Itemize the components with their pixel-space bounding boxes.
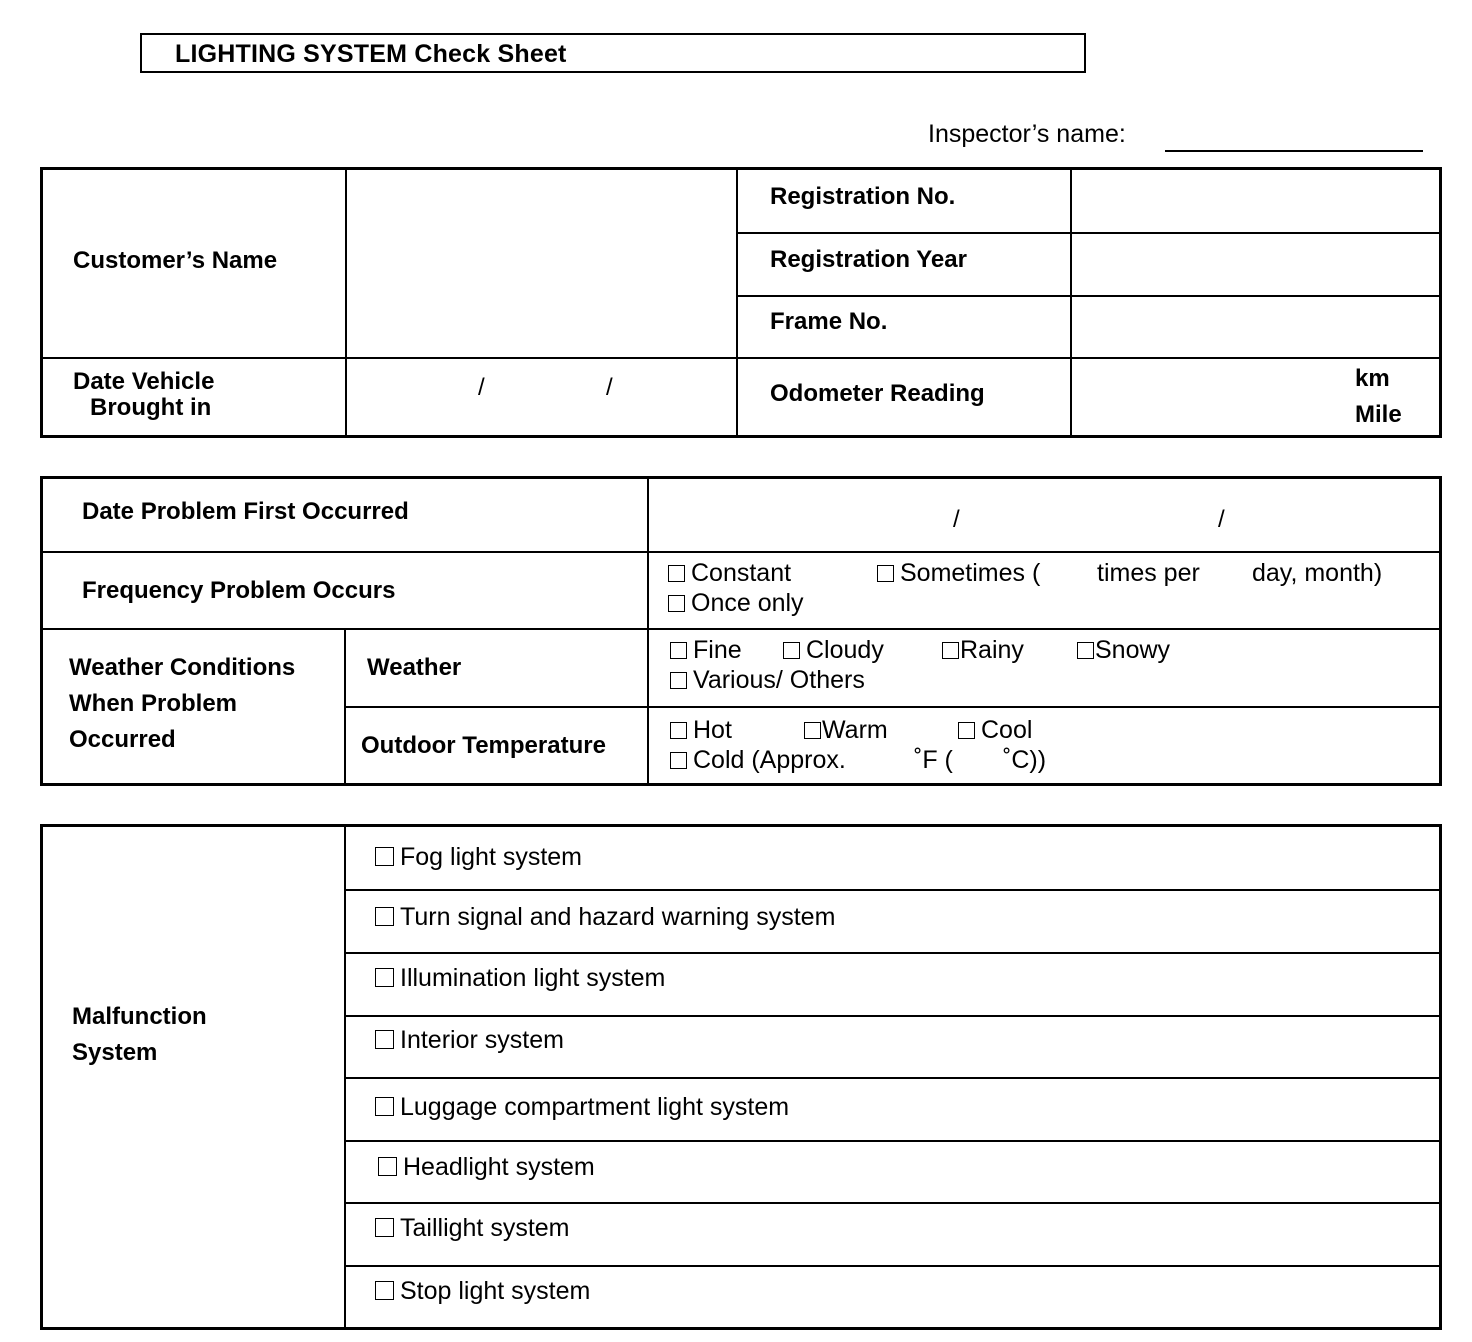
- conditions-label-line3: Occurred: [69, 726, 176, 753]
- system-label: Stop light system: [400, 1277, 591, 1305]
- checkbox-icon[interactable]: [378, 1157, 397, 1176]
- option-label: Fine: [693, 636, 742, 664]
- divider: [345, 1140, 1440, 1142]
- title-box: [140, 33, 1086, 73]
- registration-no-label: Registration No.: [770, 183, 956, 210]
- option-sometimes[interactable]: [877, 560, 1040, 588]
- checkbox-icon[interactable]: [942, 642, 959, 659]
- system-turn-signal[interactable]: [375, 904, 835, 932]
- checkbox-icon[interactable]: [375, 847, 394, 866]
- divider: [42, 551, 1440, 553]
- unit-km: km: [1355, 365, 1390, 392]
- option-cool[interactable]: [958, 717, 1032, 745]
- date-brought-in-label-line2: Brought in: [90, 394, 212, 421]
- system-label: Fog light system: [400, 843, 583, 871]
- system-label: Interior system: [400, 1026, 564, 1054]
- option-label: Hot: [693, 716, 732, 744]
- divider: [345, 706, 1440, 708]
- system-headlight[interactable]: [378, 1154, 595, 1182]
- option-hot[interactable]: [670, 717, 732, 745]
- inspector-name-label: Inspector’s name:: [928, 120, 1126, 148]
- checkbox-icon[interactable]: [668, 565, 685, 582]
- option-snowy[interactable]: [1077, 637, 1170, 665]
- checkbox-icon[interactable]: [670, 752, 687, 769]
- times-per-label: times per: [1097, 559, 1200, 587]
- divider: [42, 628, 1440, 630]
- divider: [345, 952, 1440, 954]
- system-label: Illumination light system: [400, 964, 666, 992]
- divider: [736, 169, 738, 437]
- system-illumination-light[interactable]: [375, 965, 665, 993]
- outdoor-temperature-label: Outdoor Temperature: [361, 732, 606, 759]
- option-cold[interactable]: [670, 747, 846, 775]
- checkbox-icon[interactable]: [1077, 642, 1094, 659]
- option-cloudy[interactable]: [783, 637, 884, 665]
- weather-label: Weather: [367, 654, 462, 681]
- frame-no-field[interactable]: [1073, 297, 1439, 356]
- date-separator: /: [478, 374, 485, 401]
- date-first-occurred-label: Date Problem First Occurred: [82, 498, 409, 525]
- system-taillight[interactable]: [375, 1215, 570, 1243]
- divider: [345, 1077, 1440, 1079]
- system-interior[interactable]: [375, 1027, 564, 1055]
- date-first-occurred-field[interactable]: [650, 479, 1439, 550]
- divider: [345, 889, 1440, 891]
- option-rainy[interactable]: [942, 637, 1024, 665]
- option-label: Once only: [691, 589, 804, 617]
- checkbox-icon[interactable]: [375, 1097, 394, 1116]
- checkbox-icon[interactable]: [375, 907, 394, 926]
- frequency-label: Frequency Problem Occurs: [82, 577, 396, 604]
- unit-mile: Mile: [1355, 401, 1402, 428]
- system-label: Taillight system: [400, 1214, 570, 1242]
- checkbox-icon[interactable]: [670, 672, 687, 689]
- customer-name-field[interactable]: [348, 170, 734, 356]
- malfunction-label-line1: Malfunction: [72, 1003, 207, 1030]
- checkbox-icon[interactable]: [670, 722, 687, 739]
- customer-name-label: Customer’s Name: [73, 247, 278, 274]
- checkbox-icon[interactable]: [375, 1218, 394, 1237]
- date-brought-in-field[interactable]: [348, 360, 734, 435]
- divider: [345, 1015, 1440, 1017]
- date-brought-in-label-line1: Date Vehicle: [73, 368, 215, 395]
- date-separator: /: [953, 506, 960, 533]
- inspector-name-field[interactable]: [1165, 150, 1423, 152]
- checkbox-icon[interactable]: [958, 722, 975, 739]
- checkbox-icon[interactable]: [783, 642, 800, 659]
- divider: [647, 478, 649, 784]
- option-label: Various/ Others: [693, 666, 865, 694]
- option-label: Constant: [691, 559, 792, 587]
- option-label: Cloudy: [806, 636, 884, 664]
- system-luggage-compartment-light[interactable]: [375, 1094, 789, 1122]
- checkbox-icon[interactable]: [668, 595, 685, 612]
- divider: [345, 1265, 1440, 1267]
- option-label: Warm: [822, 716, 888, 744]
- divider: [1070, 169, 1072, 437]
- option-various[interactable]: [670, 667, 865, 695]
- divider: [42, 357, 1440, 359]
- divider: [345, 169, 347, 437]
- registration-no-field[interactable]: [1073, 170, 1439, 231]
- degree-f-label: ˚F (: [914, 746, 953, 774]
- date-separator: /: [606, 374, 613, 401]
- option-label: Snowy: [1095, 636, 1171, 664]
- conditions-label-line1: Weather Conditions: [69, 654, 296, 681]
- frame-no-label: Frame No.: [770, 308, 888, 335]
- checkbox-icon[interactable]: [877, 565, 894, 582]
- option-label: Sometimes (: [900, 559, 1041, 587]
- system-fog-light[interactable]: [375, 844, 582, 872]
- date-separator: /: [1218, 506, 1225, 533]
- page-title: LIGHTING SYSTEM Check Sheet: [175, 40, 567, 68]
- checkbox-icon[interactable]: [375, 1030, 394, 1049]
- option-label: Rainy: [960, 636, 1024, 664]
- system-label: Headlight system: [403, 1153, 595, 1181]
- day-month-label: day, month): [1252, 559, 1383, 587]
- system-label: Turn signal and hazard warning system: [400, 903, 836, 931]
- option-once-only[interactable]: [668, 590, 804, 618]
- option-constant[interactable]: [668, 560, 791, 588]
- option-label: Cool: [981, 716, 1033, 744]
- checkbox-icon[interactable]: [670, 642, 687, 659]
- conditions-label-line2: When Problem: [69, 690, 238, 717]
- system-label: Luggage compartment light system: [400, 1093, 790, 1121]
- odometer-label: Odometer Reading: [770, 380, 985, 407]
- checkbox-icon[interactable]: [375, 1281, 394, 1300]
- registration-year-field[interactable]: [1073, 234, 1439, 294]
- checkbox-icon[interactable]: [375, 968, 394, 987]
- option-label: Cold (Approx.: [693, 746, 846, 774]
- option-fine[interactable]: [670, 637, 742, 665]
- system-stop-light[interactable]: [375, 1278, 590, 1306]
- option-warm[interactable]: [804, 717, 888, 745]
- divider: [345, 1202, 1440, 1204]
- checkbox-icon[interactable]: [804, 722, 821, 739]
- degree-c-label: ˚C)): [1003, 746, 1047, 774]
- registration-year-label: Registration Year: [770, 246, 967, 273]
- malfunction-label-line2: System: [72, 1039, 158, 1066]
